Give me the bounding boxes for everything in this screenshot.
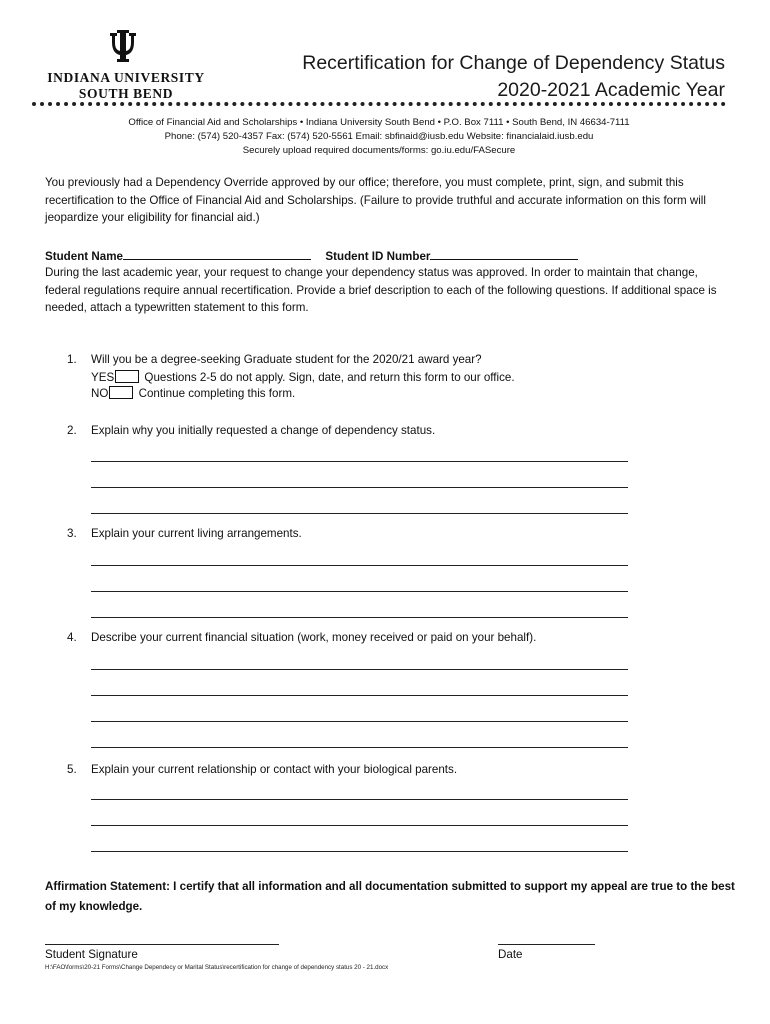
yes-text: Questions 2-5 do not apply. Sign, date, and return this form to our office.: [141, 371, 515, 384]
header-divider: [32, 102, 726, 106]
answer-line[interactable]: [91, 721, 628, 722]
answer-line[interactable]: [91, 695, 628, 696]
student-name-label: Student Name: [45, 250, 123, 263]
question-1: [67, 352, 482, 368]
intro-paragraph: You previously had a Dependency Override approved by our office; therefore, you must complete, print, sign, and submit this recertification to the Office of Financial Aid and Scholarships. (Failure to provide truthful and accurate information on this form will jeopardize your eligibility for financial aid.): [45, 176, 706, 224]
no-label: NO: [91, 387, 109, 400]
question-number: 1.: [67, 353, 77, 366]
answer-line[interactable]: [91, 799, 628, 800]
document-file-path: H:\FAO\forms\20-21 Forms\Change Dependecy or Marital Status\recertification for change of dependency status 20 - 21.docx: [45, 964, 389, 971]
yes-checkbox[interactable]: [115, 370, 139, 383]
iu-trident-icon: [108, 28, 138, 64]
student-id-label: Student ID Number: [325, 250, 431, 263]
answer-line[interactable]: [91, 461, 628, 462]
question-4: [67, 630, 536, 646]
option-no: [91, 386, 295, 402]
yes-label: YES: [91, 371, 115, 384]
form-title: Recertification for Change of Dependency Status: [302, 52, 725, 74]
campus-name: SOUTH BEND: [78, 86, 174, 101]
answer-line[interactable]: [91, 617, 628, 618]
answer-line[interactable]: [91, 669, 628, 670]
office-phone-email: Phone: (574) 520-4357 Fax: (574) 520-5561 Email: sbfinaid@iusb.edu Website: financialaid.iusb.edu: [164, 131, 594, 142]
answer-line[interactable]: [91, 487, 628, 488]
upload-instructions: Securely upload required documents/forms: go.iu.edu/FASecure: [242, 145, 516, 156]
signature-field[interactable]: [45, 944, 279, 945]
student-info-row: [45, 247, 578, 264]
academic-year-title: 2020-2021 Academic Year: [497, 79, 725, 101]
date-label: Date: [498, 948, 523, 961]
signature-label: Student Signature: [45, 948, 138, 961]
option-yes: [91, 370, 515, 386]
instructions-paragraph: During the last academic year, your request to change your dependency status was approved. In order to maintain that change, federal regulations require annual recertification. Provide a brief description to each of the following questions. If additional space is needed, attach a typewritten statement to this form.: [45, 266, 717, 314]
answer-line[interactable]: [91, 591, 628, 592]
date-field[interactable]: [498, 944, 595, 945]
no-checkbox[interactable]: [109, 386, 133, 399]
no-text: Continue completing this form.: [135, 387, 296, 400]
student-id-field[interactable]: [430, 247, 578, 260]
question-text: Will you be a degree-seeking Graduate student for the 2020/21 award year?: [91, 353, 482, 366]
student-name-field[interactable]: [123, 247, 311, 260]
question-number: 4.: [67, 631, 77, 644]
answer-line[interactable]: [91, 565, 628, 566]
answer-line[interactable]: [91, 513, 628, 514]
answer-line[interactable]: [91, 747, 628, 748]
answer-line[interactable]: [91, 825, 628, 826]
question-text: Describe your current financial situation (work, money received or paid on your behalf).: [91, 631, 537, 644]
question-5: [67, 762, 457, 778]
question-text: Explain your current living arrangements.: [91, 527, 302, 540]
question-number: 3.: [67, 527, 77, 540]
university-name: INDIANA UNIVERSITY: [47, 70, 205, 85]
question-text: Explain your current relationship or contact with your biological parents.: [91, 763, 458, 776]
question-2: [67, 423, 435, 439]
affirmation-statement: Affirmation Statement: I certify that all information and all documentation submitted to support my appeal are true to the best of my knowledge.: [45, 880, 735, 913]
question-3: [67, 526, 302, 542]
office-address: Office of Financial Aid and Scholarships • Indiana University South Bend • P.O. Box 7111 • South Bend, IN 46634-7111: [128, 117, 630, 128]
answer-line[interactable]: [91, 851, 628, 852]
question-number: 2.: [67, 424, 77, 437]
question-number: 5.: [67, 763, 77, 776]
question-text: Explain why you initially requested a change of dependency status.: [91, 424, 436, 437]
